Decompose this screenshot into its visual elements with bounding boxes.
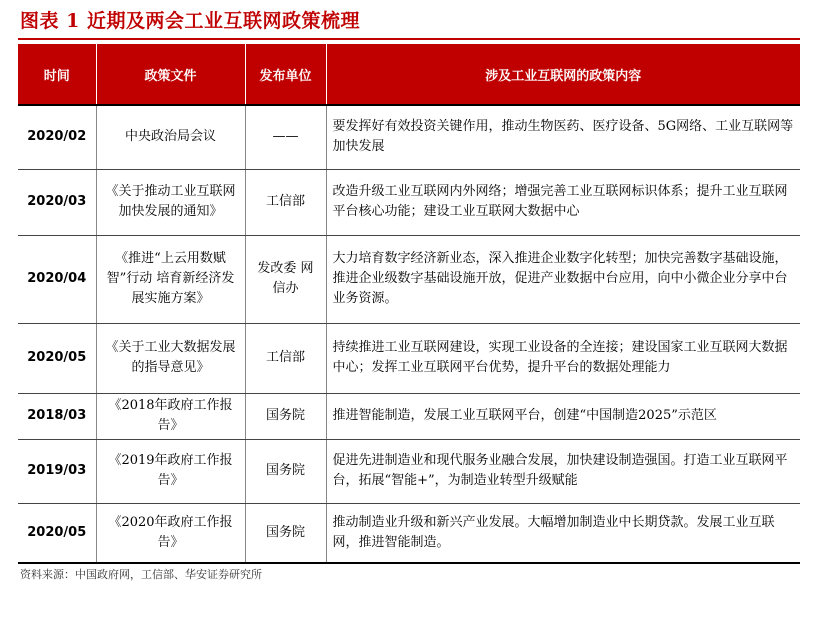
cell-content: 推进智能制造，发展工业互联网平台，创建“中国制造2025”示范区 xyxy=(326,393,800,439)
title-rule xyxy=(18,38,800,40)
cell-date: 2020/03 xyxy=(18,169,96,235)
header-issuer: 发布单位 xyxy=(245,44,326,105)
cell-document: 《2020年政府工作报告》 xyxy=(96,503,245,563)
source-note: 资料来源：中国政府网，工信部、华安证券研究所 xyxy=(20,568,262,581)
cell-document: 《推进“上云用数赋智”行动 培育新经济发展实施方案》 xyxy=(96,235,245,323)
cell-date: 2020/04 xyxy=(18,235,96,323)
cell-date: 2019/03 xyxy=(18,439,96,503)
cell-content: 持续推进工业互联网建设，实现工业设备的全连接；建设国家工业互联网大数据中心；发挥工业互联网平台优势，提升平台的数据处理能力 xyxy=(326,323,800,393)
table-row xyxy=(18,503,800,563)
cell-issuer: 国务院 xyxy=(245,393,326,439)
table-row xyxy=(18,323,800,393)
table-row xyxy=(18,393,800,439)
cell-content: 推动制造业升级和新兴产业发展。大幅增加制造业中长期贷款。发展工业互联网，推进智能制造。 xyxy=(326,503,800,563)
cell-document: 《关于推动工业互联网加快发展的通知》 xyxy=(96,169,245,235)
cell-issuer: —— xyxy=(245,105,326,169)
table-row xyxy=(18,105,800,169)
cell-date: 2020/02 xyxy=(18,105,96,169)
cell-issuer: 工信部 xyxy=(245,323,326,393)
header-document: 政策文件 xyxy=(96,44,245,105)
cell-document: 《2019年政府工作报告》 xyxy=(96,439,245,503)
cell-content: 大力培育数字经济新业态，深入推进企业数字化转型；加快完善数字基础设施，推进企业级数字基础设施开放，促进产业数据中台应用，向中小微企业分享中台业务资源。 xyxy=(326,235,800,323)
cell-issuer: 工信部 xyxy=(245,169,326,235)
cell-document: 中央政治局会议 xyxy=(96,105,245,169)
cell-content: 促进先进制造业和现代服务业融合发展，加快建设制造强国。打造工业互联网平台，拓展“智能+”，为制造业转型升级赋能 xyxy=(326,439,800,503)
cell-date: 2020/05 xyxy=(18,323,96,393)
cell-content: 要发挥好有效投资关键作用，推动生物医药、医疗设备、5G网络、工业互联网等加快发展 xyxy=(326,105,800,169)
table-row xyxy=(18,235,800,323)
cell-issuer: 国务院 xyxy=(245,503,326,563)
cell-issuer: 国务院 xyxy=(245,439,326,503)
cell-date: 2020/05 xyxy=(18,503,96,563)
table-row xyxy=(18,439,800,503)
header-content: 涉及工业互联网的政策内容 xyxy=(326,44,800,105)
table-header-row xyxy=(18,44,800,105)
cell-issuer: 发改委 网信办 xyxy=(245,235,326,323)
cell-document: 《2018年政府工作报告》 xyxy=(96,393,245,439)
table-row xyxy=(18,169,800,235)
policy-table xyxy=(18,44,800,564)
cell-date: 2018/03 xyxy=(18,393,96,439)
header-date: 时间 xyxy=(18,44,96,105)
cell-document: 《关于工业大数据发展的指导意见》 xyxy=(96,323,245,393)
figure-title: 图表 1 近期及两会工业互联网政策梳理 xyxy=(20,10,360,32)
cell-content: 改造升级工业互联网内外网络；增强完善工业互联网标识体系；提升工业互联网平台核心功能；建设工业互联网大数据中心 xyxy=(326,169,800,235)
